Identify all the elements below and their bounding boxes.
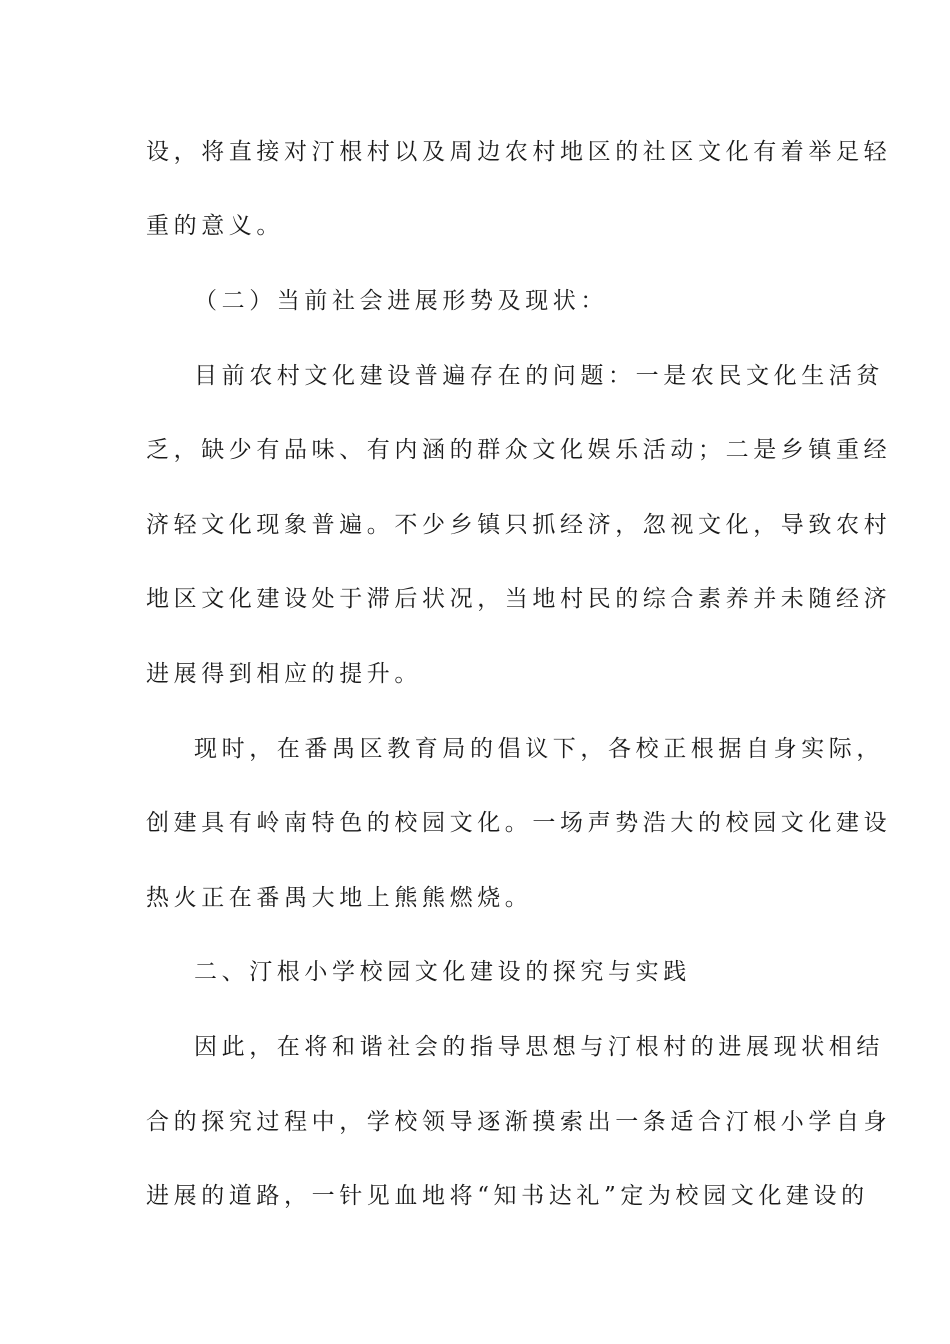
paragraph-line: 设，将直接对汀根村以及周边农村地区的社区文化有着举足轻 — [146, 139, 892, 165]
paragraph-line: 济轻文化现象普遍。不少乡镇只抓经济，忽视文化，导致农村 — [146, 512, 892, 538]
paragraph-line: 现时，在番禺区教育局的倡议下，各校正根据自身实际， — [194, 736, 884, 762]
section-heading: 二、汀根小学校园文化建设的探究与实践 — [194, 959, 691, 985]
paragraph-line: 进展的道路，一针见血地将“知书达礼”定为校园文化建设的 — [146, 1183, 869, 1209]
paragraph-line: 热火正在番禺大地上熊熊燃烧。 — [146, 885, 533, 911]
paragraph-line: 合的探究过程中，学校领导逐渐摸索出一条适合汀根小学自身 — [146, 1109, 892, 1135]
paragraph-line: 地区文化建设处于滞后状况，当地村民的综合素养并未随经济 — [146, 586, 892, 612]
paragraph-line: 目前农村文化建设普遍存在的问题：一是农民文化生活贫 — [194, 363, 884, 389]
paragraph-line: 创建具有岭南特色的校园文化。一场声势浩大的校园文化建设 — [146, 810, 892, 836]
section-heading: （二）当前社会进展形势及现状： — [194, 288, 608, 314]
paragraph-line: 重的意义。 — [146, 213, 284, 239]
paragraph-line: 乏，缺少有品味、有内涵的群众文化娱乐活动；二是乡镇重经 — [146, 437, 892, 463]
paragraph-line: 进展得到相应的提升。 — [146, 661, 422, 687]
paragraph-line: 因此，在将和谐社会的指导思想与汀根村的进展现状相结 — [194, 1034, 884, 1060]
